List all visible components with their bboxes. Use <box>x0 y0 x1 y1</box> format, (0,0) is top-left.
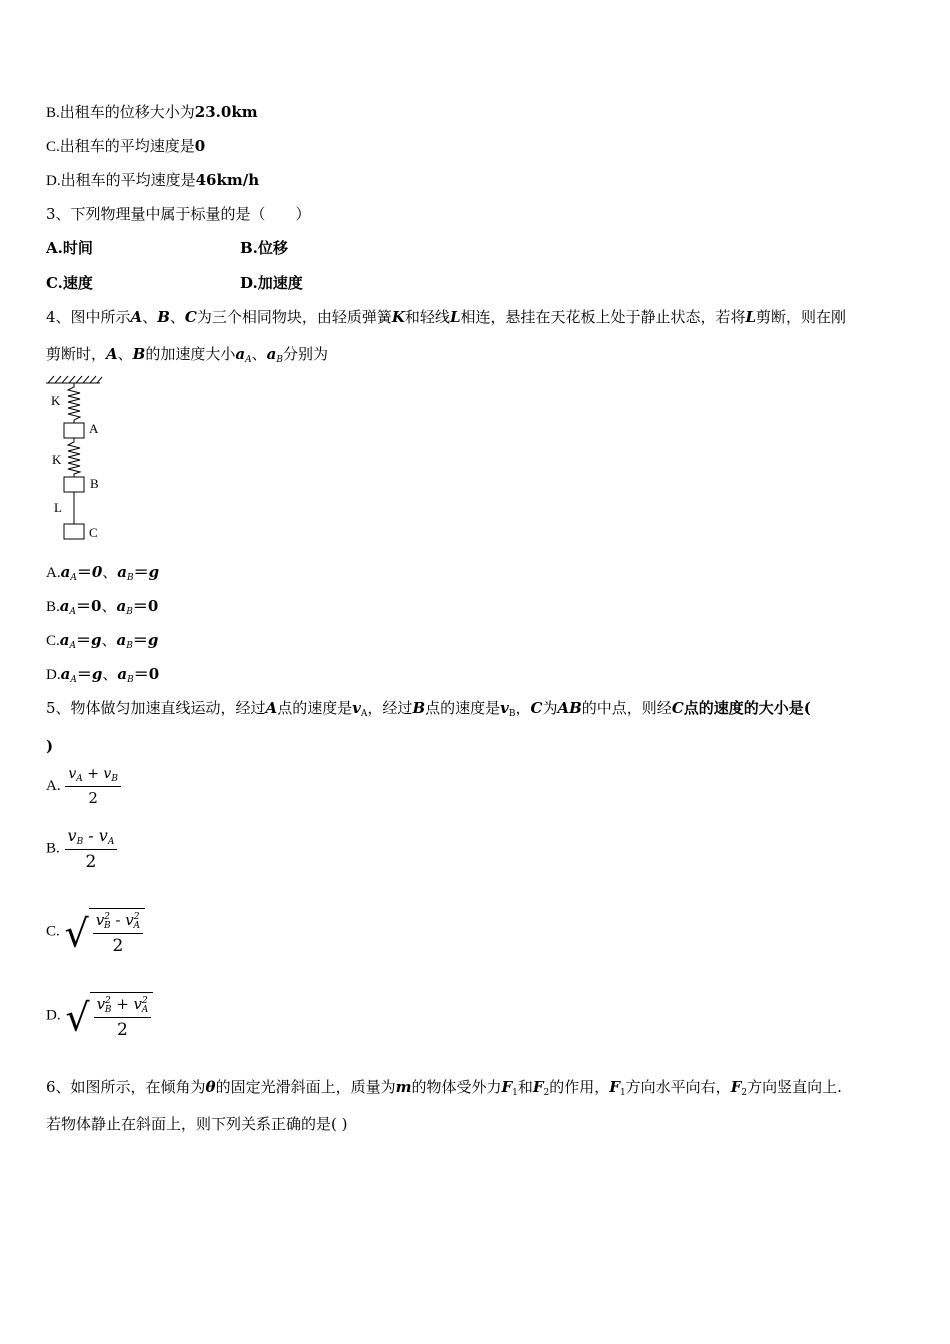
q5-c-formula: √ $\frac{v^2_B - v^2_A}{2}$ <box>65 908 145 956</box>
q2-option-d: D.出租车的平均速度是46km/h <box>46 171 260 189</box>
label-a: A <box>89 421 99 436</box>
label-b: B <box>90 476 99 491</box>
q4-option-b: $B.a_A=0$、$a_B=0$ <box>46 597 159 617</box>
q5-option-c: C. √ $\frac{v^2_B - v^2_A}{2}$ <box>46 908 145 956</box>
q3-option-d: D.加速度 <box>240 274 303 292</box>
label-c: C <box>89 525 98 540</box>
label-l: L <box>54 500 62 515</box>
q4-stem-line2: 剪断时，A、B的加速度大小$a_A$、$a_B$分别为 <box>46 345 328 365</box>
ceiling-hatch <box>46 376 102 383</box>
q3-stem: 3、下列物理量中属于标量的是（ ） <box>46 205 311 223</box>
q6-stem-line1: 6、如图所示，在倾角为θ的固定光滑斜面上，质量为m的物体受外力$F_1$和$F_2$的作用，$F_1$方向水平向右，$F_2$方向竖直向上. <box>46 1078 842 1098</box>
q5-stem-line2: ) <box>46 737 54 755</box>
q3-option-b: B.位移 <box>240 239 288 257</box>
block-c <box>64 524 84 539</box>
q4-option-c: $C.a_A=g$、$a_B=g$ <box>46 631 159 651</box>
q4-option-d: $D.a_A=g$、$a_B=0$ <box>46 665 160 685</box>
q5-option-d: D. √ $\frac{v^2_B + v^2_A}{2}$ <box>46 992 153 1040</box>
spring-k2 <box>68 438 80 477</box>
block-a <box>64 423 84 438</box>
q5-option-b: B. $\frac{v_B - v_A}{2}$ <box>46 826 117 872</box>
spring-block-figure <box>44 374 114 544</box>
q5-option-a: A. $\frac{v_A + v_B}{2}$ <box>46 766 121 807</box>
q2-option-c: C.出租车的平均速度是0 <box>46 137 206 155</box>
q4-option-a: $A.a_A=0$、$a_B=g$ <box>46 563 160 583</box>
label-k2: K <box>52 452 62 467</box>
q3-option-c: C.速度 <box>46 274 93 292</box>
q3-option-a: A.时间 <box>46 239 93 257</box>
q6-stem-line2: 若物体静止在斜面上，则下列关系正确的是( ) <box>46 1115 348 1133</box>
q5-a-formula: $\frac{v_A + v_B}{2}$ <box>65 766 121 807</box>
spring-k1 <box>68 383 80 423</box>
label-k1: K <box>51 393 61 408</box>
q5-stem-line1: 5、物体做匀加速直线运动，经过A点的速度是$v_A$，经过B点的速度是$v_B$，C为AB的中点，则经C点的速度的大小是( <box>46 699 811 719</box>
block-b <box>64 477 84 492</box>
q5-b-formula: $\frac{v_B - v_A}{2}$ <box>65 826 118 872</box>
q5-d-formula: √ $\frac{v^2_B + v^2_A}{2}$ <box>65 992 153 1040</box>
q2-option-b: B.出租车的位移大小为23.0km <box>46 103 258 121</box>
q4-stem-line1: 4、图中所示A、B、C为三个相同物块，由轻质弹簧K和轻线L相连，悬挂在天花板上处于静止状态，若将L剪断，则在刚 <box>46 308 847 326</box>
